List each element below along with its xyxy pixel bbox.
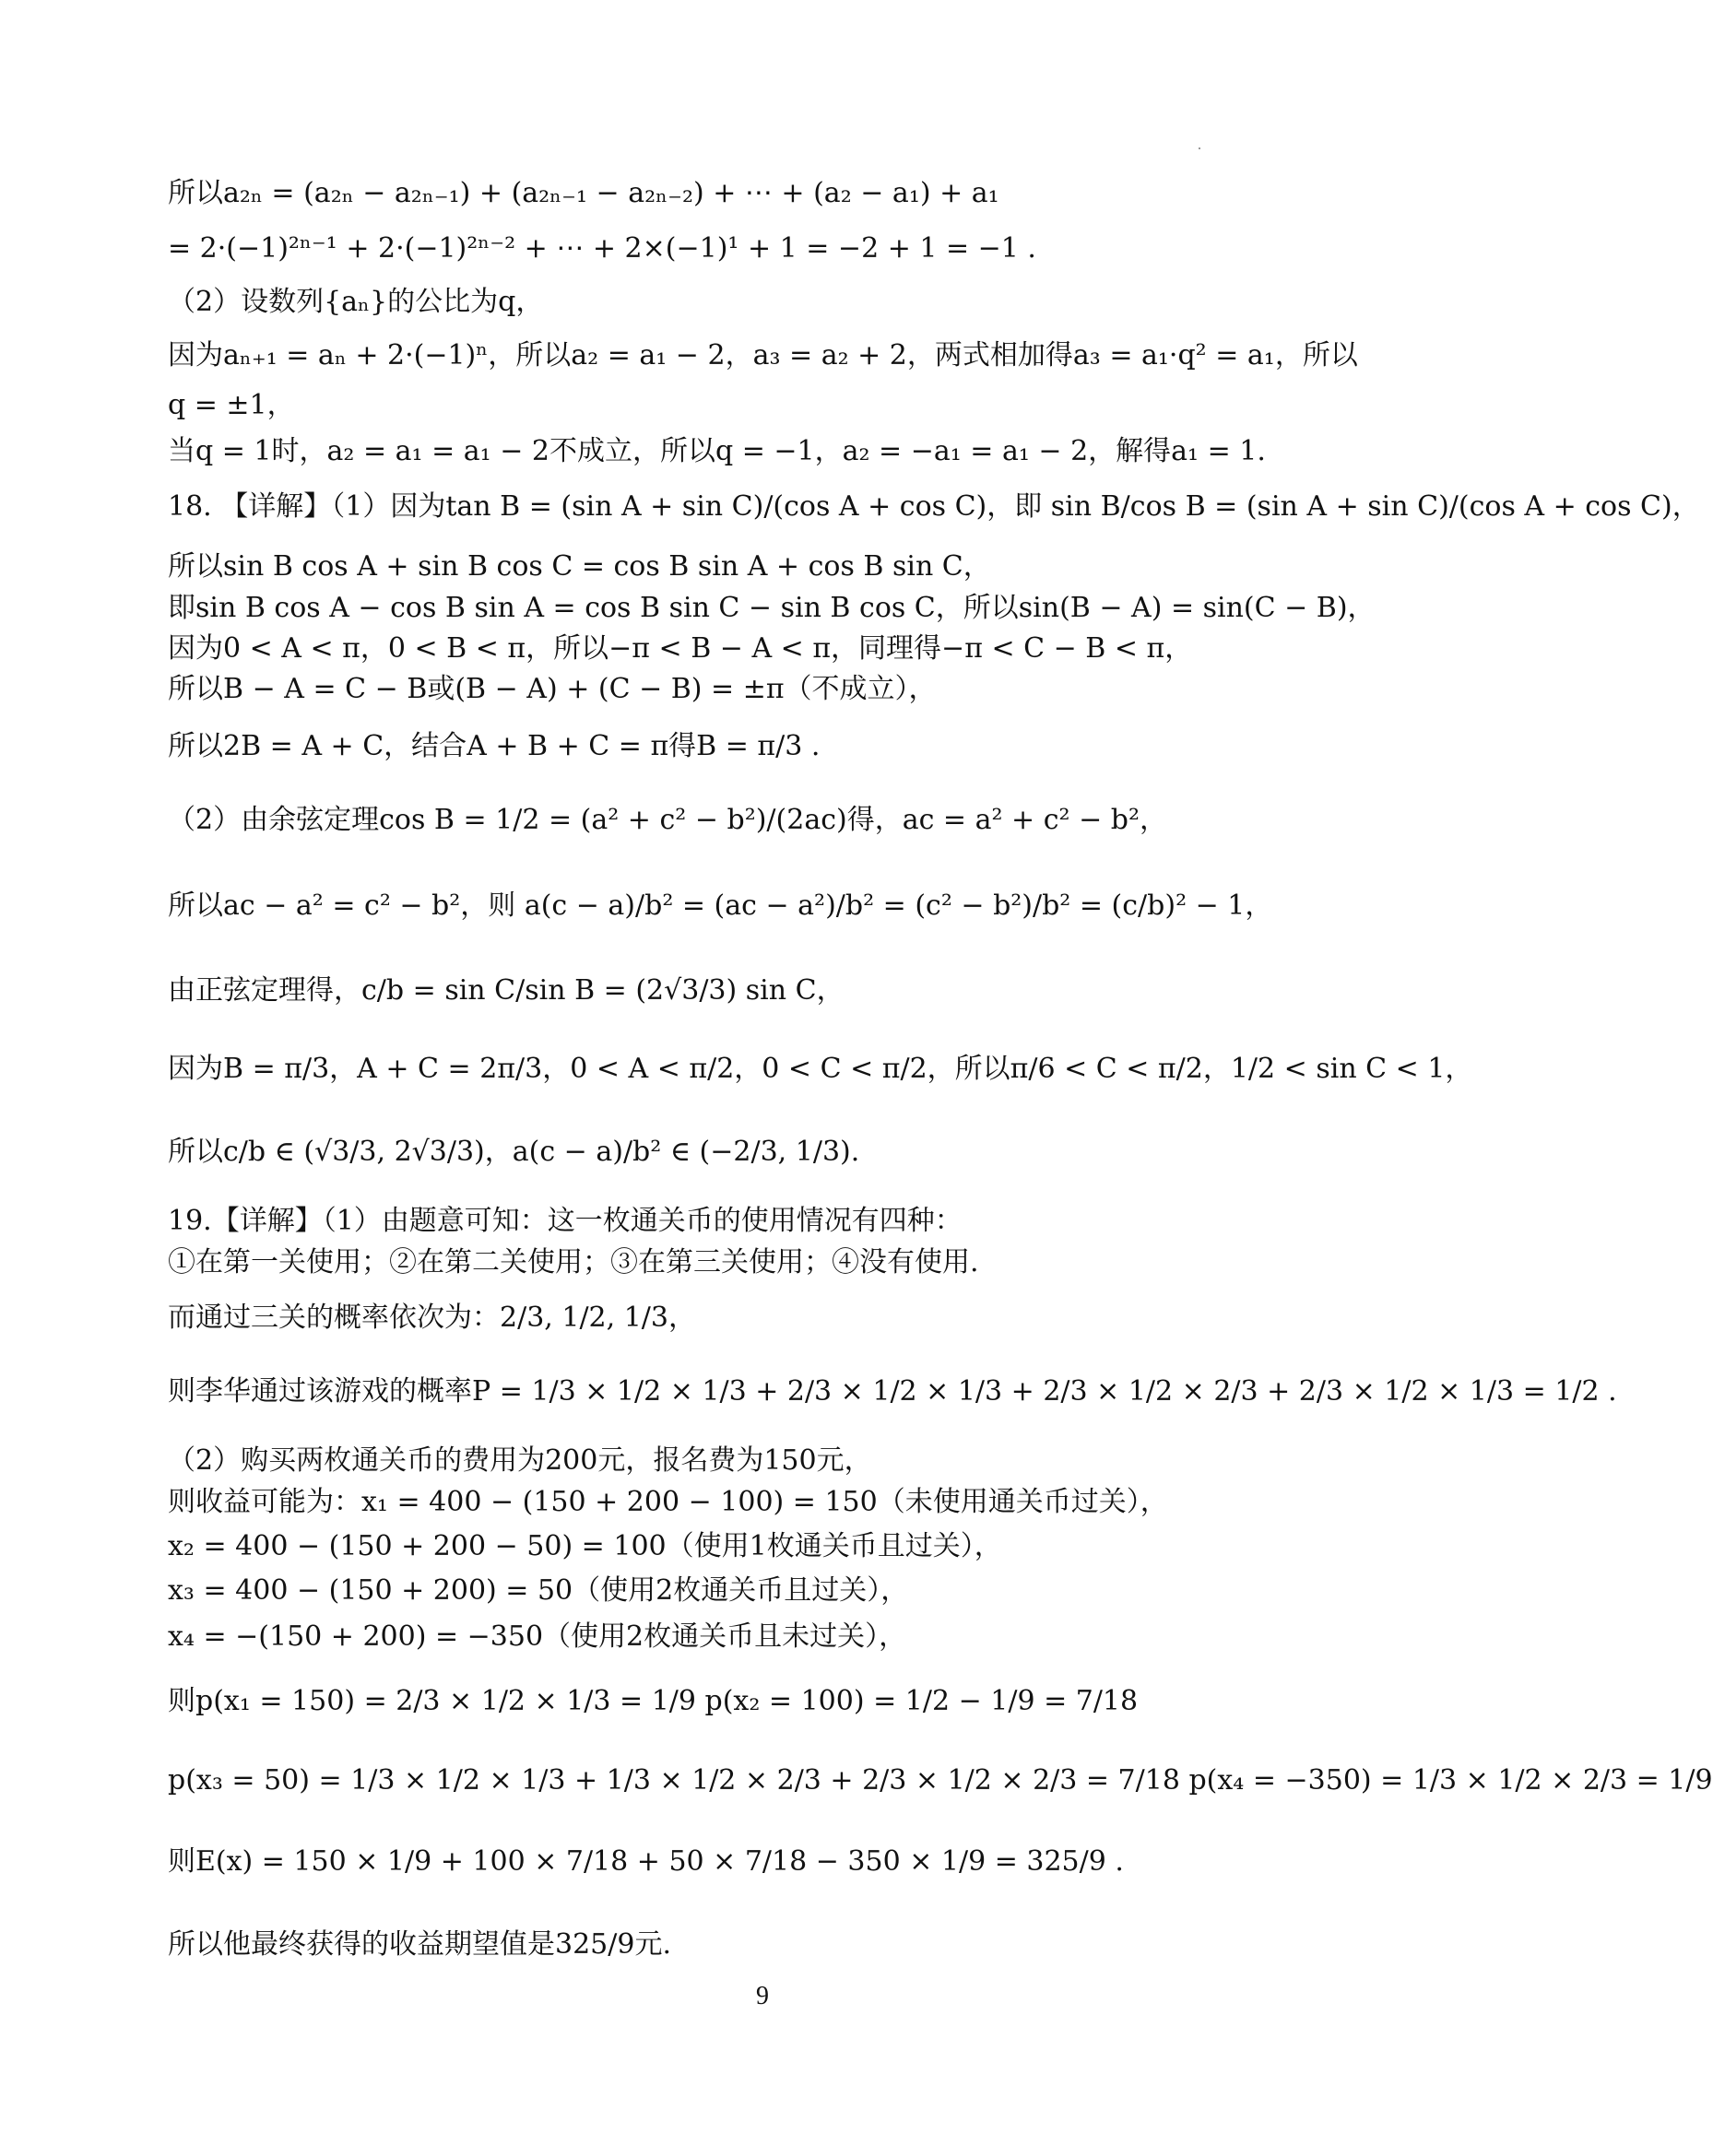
text-line-24: x₂ = 400 − (150 + 200 − 50) = 100（使用1枚通关币且过关）， xyxy=(168,1530,1002,1562)
text-line-23: 则收益可能为：x₁ = 400 − (150 + 200 − 100) = 150（未使用通关币过关）， xyxy=(168,1486,1168,1518)
text-line-12: 所以2B = A + C，结合A + B + C = π得B = π/3 . xyxy=(168,730,821,762)
text-line-8: 所以sin B cos A + sin B cos C = cos B sin A + cos B sin C， xyxy=(168,550,991,583)
text-line-20: 而通过三关的概率依次为：2/3, 1/2, 1/3， xyxy=(168,1302,696,1334)
text-line-2: = 2·(−1)²ⁿ⁻¹ + 2·(−1)²ⁿ⁻² + ⋯ + 2×(−1)¹ + 1 = −2 + 1 = −1 . xyxy=(168,232,1036,265)
text-line-4: 因为aₙ₊₁ = aₙ + 2·(−1)ⁿ，所以a₂ = a₁ − 2，a₃ = a₂ + 2，两式相加得a₃ = a₁·q² = a₁，所以 xyxy=(168,339,1358,371)
text-line-13: （2）由余弦定理cos B = 1/2 = (a² + c² − b²)/(2ac)得，ac = a² + c² − b²， xyxy=(168,804,1167,836)
text-line-11: 所以B − A = C − B或(B − A) + (C − B) = ±π（不成立）， xyxy=(168,673,937,705)
text-line-17: 所以c/b ∈ (√3/3, 2√3/3)，a(c − a)/b² ∈ (−2/3, 1/3). xyxy=(168,1136,860,1168)
text-line-30: 所以他最终获得的收益期望值是325/9元. xyxy=(168,1928,671,1961)
text-line-25: x₃ = 400 − (150 + 200) = 50（使用2枚通关币且过关）， xyxy=(168,1574,909,1607)
page-number: 9 xyxy=(756,1982,769,2010)
text-line-5: q = ±1， xyxy=(168,389,295,421)
text-line-15: 由正弦定理得，c/b = sin C/sin B = (2√3/3) sin C， xyxy=(168,974,845,1007)
text-line-28: p(x₃ = 50) = 1/3 × 1/2 × 1/3 + 1/3 × 1/2 × 2/3 + 2/3 × 1/2 × 2/3 = 7/18 p(x₄ = −350) = 1/3 × 1/2 × 2/3 = 1/9 xyxy=(168,1764,1713,1797)
text-line-3: （2）设数列{aₙ}的公比为q， xyxy=(168,286,544,318)
scan-speck xyxy=(1199,147,1200,149)
text-line-6: 当q = 1时，a₂ = a₁ = a₁ − 2不成立，所以q = −1，a₂ = −a₁ = a₁ − 2，解得a₁ = 1. xyxy=(168,435,1266,467)
text-line-19: ①在第一关使用；②在第二关使用；③在第三关使用；④没有使用. xyxy=(168,1246,979,1278)
text-line-10: 因为0 < A < π，0 < B < π，所以−π < B − A < π，同理得−π < C − B < π， xyxy=(168,632,1193,665)
text-line-26: x₄ = −(150 + 200) = −350（使用2枚通关币且未过关）， xyxy=(168,1620,907,1653)
text-line-9: 即sin B cos A − cos B sin A = cos B sin C − sin B cos C，所以sin(B − A) = sin(C − B)， xyxy=(168,592,1376,624)
text-line-16: 因为B = π/3，A + C = 2π/3，0 < A < π/2，0 < C < π/2，所以π/6 < C < π/2，1/2 < sin C < 1， xyxy=(168,1053,1473,1085)
text-line-21: 则李华通过该游戏的概率P = 1/3 × 1/2 × 1/3 + 2/3 × 1/2 × 1/3 + 2/3 × 1/2 × 2/3 + 2/3 × 1/2 × 1/3 = 1/2 . xyxy=(168,1375,1617,1408)
section-19-heading: 19.【详解】（1）由题意可知：这一枚通关币的使用情况有四种： xyxy=(168,1205,963,1237)
text-line-1: 所以a₂ₙ = (a₂ₙ − a₂ₙ₋₁) + (a₂ₙ₋₁ − a₂ₙ₋₂) + ⋯ + (a₂ − a₁) + a₁ xyxy=(168,177,999,209)
text-line-29: 则E(x) = 150 × 1/9 + 100 × 7/18 + 50 × 7/18 − 350 × 1/9 = 325/9 . xyxy=(168,1845,1124,1878)
section-18-heading: 18. 【详解】（1）因为tan B = (sin A + sin C)/(cos A + cos C)，即 sin B/cos B = (sin A + sin C)/(cos A + cos C)， xyxy=(168,490,1700,523)
text-line-14: 所以ac − a² = c² − b²，则 a(c − a)/b² = (ac − a²)/b² = (c² − b²)/b² = (c/b)² − 1， xyxy=(168,889,1273,922)
text-line-27: 则p(x₁ = 150) = 2/3 × 1/2 × 1/3 = 1/9 p(x₂ = 100) = 1/2 − 1/9 = 7/18 xyxy=(168,1685,1139,1717)
text-line-22: （2）购买两枚通关币的费用为200元，报名费为150元， xyxy=(168,1444,872,1477)
